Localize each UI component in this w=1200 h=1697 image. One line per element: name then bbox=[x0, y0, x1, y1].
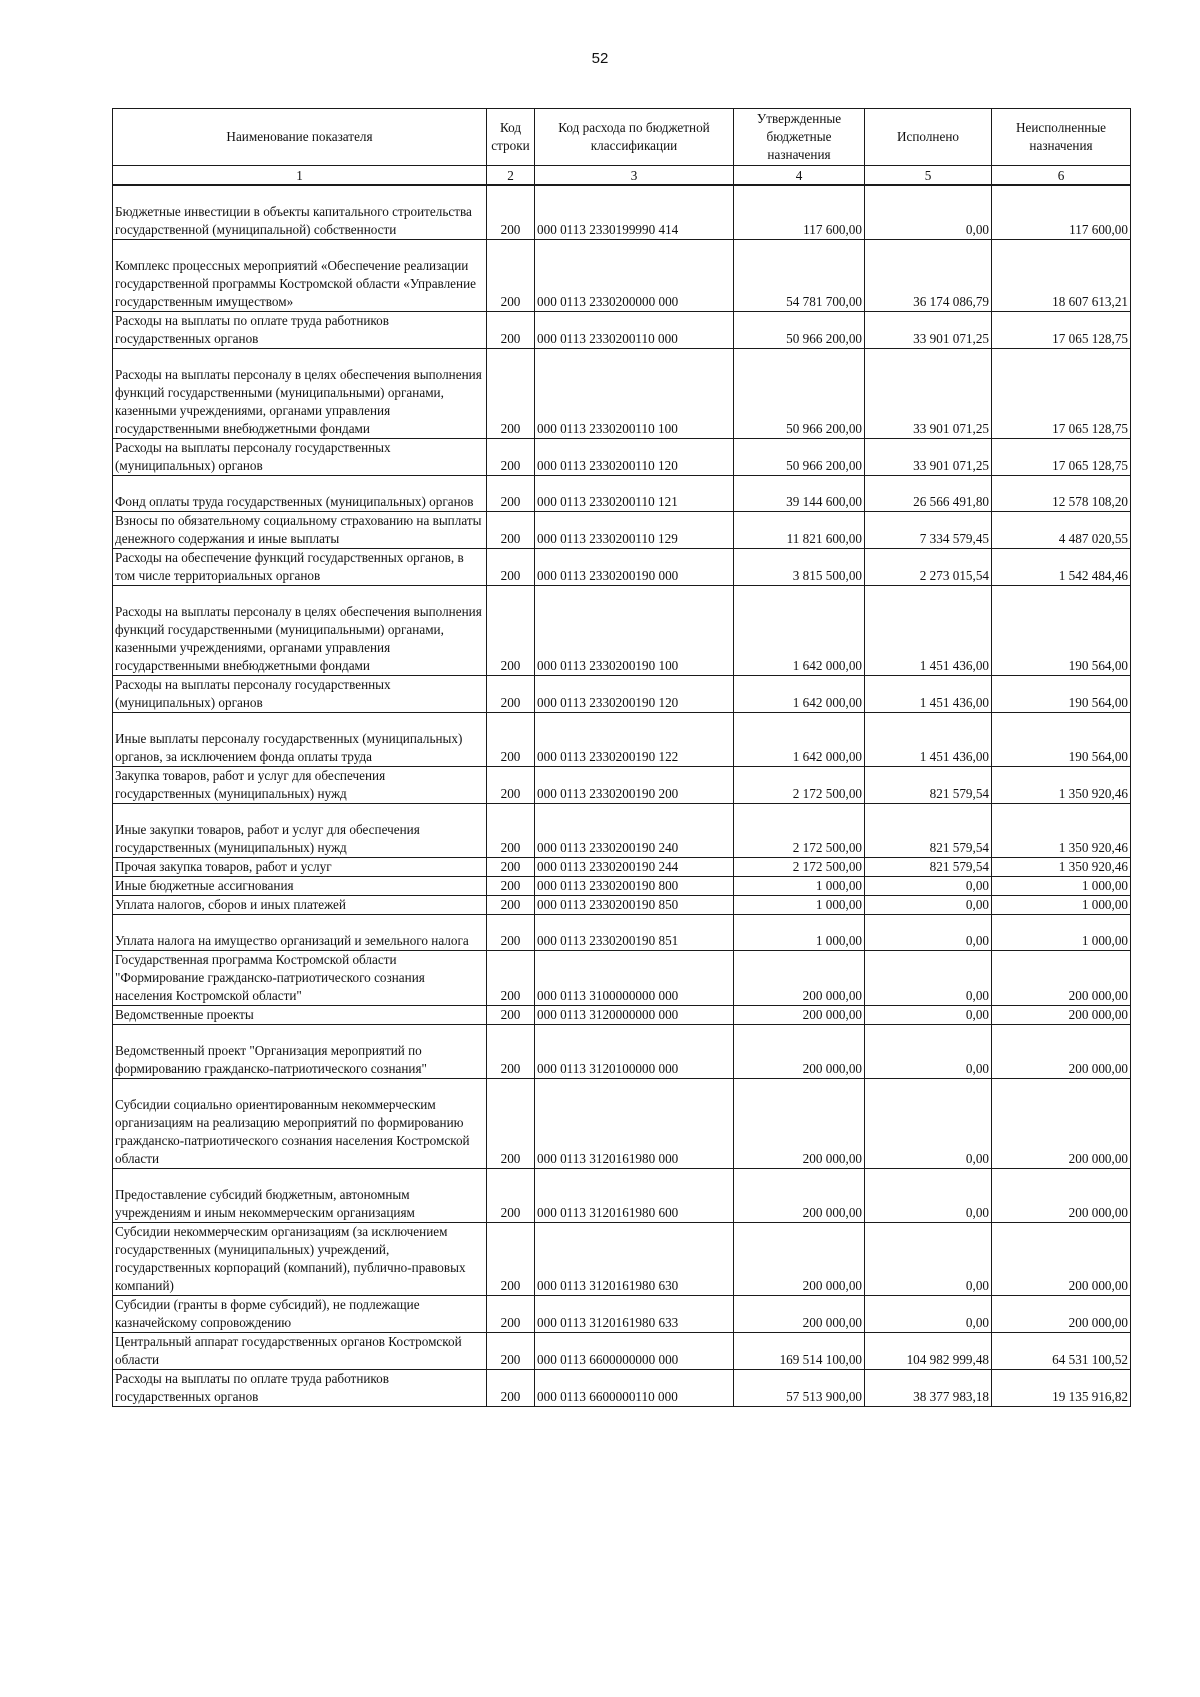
executed-amount-cell: 1 451 436,00 bbox=[865, 585, 992, 675]
approved-amount-cell: 200 000,00 bbox=[734, 1005, 865, 1024]
unexecuted-amount-cell: 1 000,00 bbox=[992, 895, 1131, 914]
line-code-cell: 200 bbox=[487, 585, 535, 675]
header-indicator-name: Наименование показателя bbox=[113, 109, 487, 166]
classification-code-cell: 000 0113 3120161980 600 bbox=[535, 1168, 734, 1222]
classification-code-cell: 000 0113 2330200000 000 bbox=[535, 239, 734, 311]
approved-amount-cell: 57 513 900,00 bbox=[734, 1369, 865, 1406]
approved-amount-cell: 50 966 200,00 bbox=[734, 438, 865, 475]
unexecuted-amount-cell: 18 607 613,21 bbox=[992, 239, 1131, 311]
approved-amount-cell: 1 000,00 bbox=[734, 895, 865, 914]
line-code-cell: 200 bbox=[487, 1222, 535, 1295]
line-code-cell: 200 bbox=[487, 348, 535, 438]
table-row bbox=[113, 348, 1131, 438]
approved-amount-cell: 54 781 700,00 bbox=[734, 239, 865, 311]
table-row bbox=[113, 876, 1131, 895]
executed-amount-cell: 0,00 bbox=[865, 1005, 992, 1024]
unexecuted-amount-cell: 1 350 920,46 bbox=[992, 857, 1131, 876]
classification-code-cell: 000 0113 3120100000 000 bbox=[535, 1024, 734, 1078]
approved-amount-cell: 50 966 200,00 bbox=[734, 348, 865, 438]
executed-amount-cell: 0,00 bbox=[865, 876, 992, 895]
executed-amount-cell: 0,00 bbox=[865, 1024, 992, 1078]
table-row bbox=[113, 1078, 1131, 1168]
indicator-name-cell: Прочая закупка товаров, работ и услуг bbox=[113, 857, 487, 876]
unexecuted-amount-cell: 1 000,00 bbox=[992, 914, 1131, 950]
indicator-name-cell: Расходы на выплаты по оплате труда работников государственных органов bbox=[113, 1369, 487, 1406]
table-row bbox=[113, 475, 1131, 511]
executed-amount-cell: 7 334 579,45 bbox=[865, 511, 992, 548]
unexecuted-amount-cell: 19 135 916,82 bbox=[992, 1369, 1131, 1406]
unexecuted-amount-cell: 117 600,00 bbox=[992, 185, 1131, 239]
table-row bbox=[113, 548, 1131, 585]
approved-amount-cell: 117 600,00 bbox=[734, 185, 865, 239]
executed-amount-cell: 821 579,54 bbox=[865, 857, 992, 876]
line-code-cell: 200 bbox=[487, 876, 535, 895]
executed-amount-cell: 821 579,54 bbox=[865, 766, 992, 803]
line-code-cell: 200 bbox=[487, 1078, 535, 1168]
line-code-cell: 200 bbox=[487, 895, 535, 914]
line-code-cell: 200 bbox=[487, 185, 535, 239]
executed-amount-cell: 33 901 071,25 bbox=[865, 311, 992, 348]
unexecuted-amount-cell: 190 564,00 bbox=[992, 675, 1131, 712]
unexecuted-amount-cell: 17 065 128,75 bbox=[992, 348, 1131, 438]
approved-amount-cell: 2 172 500,00 bbox=[734, 857, 865, 876]
column-number: 3 bbox=[535, 166, 734, 186]
table-row bbox=[113, 1369, 1131, 1406]
line-code-cell: 200 bbox=[487, 1168, 535, 1222]
indicator-name-cell: Бюджетные инвестиции в объекты капитального строительства государственной (муниципальной) собственности bbox=[113, 185, 487, 239]
table-header-row bbox=[113, 109, 1131, 166]
executed-amount-cell: 821 579,54 bbox=[865, 803, 992, 857]
classification-code-cell: 000 0113 3100000000 000 bbox=[535, 950, 734, 1005]
unexecuted-amount-cell: 1 000,00 bbox=[992, 876, 1131, 895]
approved-amount-cell: 200 000,00 bbox=[734, 1295, 865, 1332]
classification-code-cell: 000 0113 3120161980 633 bbox=[535, 1295, 734, 1332]
line-code-cell: 200 bbox=[487, 1295, 535, 1332]
unexecuted-amount-cell: 200 000,00 bbox=[992, 950, 1131, 1005]
indicator-name-cell: Взносы по обязательному социальному страхованию на выплаты денежного содержания и иные выплаты bbox=[113, 511, 487, 548]
table-row bbox=[113, 766, 1131, 803]
classification-code-cell: 000 0113 2330200110 121 bbox=[535, 475, 734, 511]
table-row bbox=[113, 438, 1131, 475]
indicator-name-cell: Субсидии некоммерческим организациям (за исключением государственных (муниципальных) учреждений, государственных корпораций (компаний), публично-правовых компаний) bbox=[113, 1222, 487, 1295]
classification-code-cell: 000 0113 2330200190 000 bbox=[535, 548, 734, 585]
column-number: 5 bbox=[865, 166, 992, 186]
classification-code-cell: 000 0113 3120000000 000 bbox=[535, 1005, 734, 1024]
approved-amount-cell: 1 642 000,00 bbox=[734, 712, 865, 766]
approved-amount-cell: 3 815 500,00 bbox=[734, 548, 865, 585]
approved-amount-cell: 11 821 600,00 bbox=[734, 511, 865, 548]
indicator-name-cell: Ведомственный проект "Организация мероприятий по формированию гражданско-патриотического сознания" bbox=[113, 1024, 487, 1078]
column-number: 1 bbox=[113, 166, 487, 186]
approved-amount-cell: 200 000,00 bbox=[734, 950, 865, 1005]
approved-amount-cell: 200 000,00 bbox=[734, 1168, 865, 1222]
line-code-cell: 200 bbox=[487, 1332, 535, 1369]
line-code-cell: 200 bbox=[487, 712, 535, 766]
executed-amount-cell: 0,00 bbox=[865, 950, 992, 1005]
classification-code-cell: 000 0113 2330200190 100 bbox=[535, 585, 734, 675]
table-row bbox=[113, 950, 1131, 1005]
column-number-row bbox=[113, 166, 1131, 186]
table-body bbox=[113, 185, 1131, 1406]
classification-code-cell: 000 0113 6600000000 000 bbox=[535, 1332, 734, 1369]
unexecuted-amount-cell: 12 578 108,20 bbox=[992, 475, 1131, 511]
executed-amount-cell: 26 566 491,80 bbox=[865, 475, 992, 511]
table-row bbox=[113, 1332, 1131, 1369]
executed-amount-cell: 1 451 436,00 bbox=[865, 712, 992, 766]
unexecuted-amount-cell: 1 350 920,46 bbox=[992, 766, 1131, 803]
table-row bbox=[113, 1024, 1131, 1078]
classification-code-cell: 000 0113 2330200190 200 bbox=[535, 766, 734, 803]
indicator-name-cell: Иные закупки товаров, работ и услуг для обеспечения государственных (муниципальных) нужд bbox=[113, 803, 487, 857]
approved-amount-cell: 1 000,00 bbox=[734, 914, 865, 950]
indicator-name-cell: Расходы на выплаты персоналу в целях обеспечения выполнения функций государственными (муниципальными) органами, казенными учреждениями, органами управления государственными внебюджетными фондами bbox=[113, 348, 487, 438]
classification-code-cell: 000 0113 2330199990 414 bbox=[535, 185, 734, 239]
table-row bbox=[113, 1168, 1131, 1222]
unexecuted-amount-cell: 200 000,00 bbox=[992, 1168, 1131, 1222]
approved-amount-cell: 39 144 600,00 bbox=[734, 475, 865, 511]
approved-amount-cell: 200 000,00 bbox=[734, 1222, 865, 1295]
classification-code-cell: 000 0113 3120161980 630 bbox=[535, 1222, 734, 1295]
classification-code-cell: 000 0113 2330200110 100 bbox=[535, 348, 734, 438]
executed-amount-cell: 0,00 bbox=[865, 1222, 992, 1295]
table-row bbox=[113, 675, 1131, 712]
line-code-cell: 200 bbox=[487, 950, 535, 1005]
executed-amount-cell: 0,00 bbox=[865, 895, 992, 914]
indicator-name-cell: Уплата налога на имущество организаций и земельного налога bbox=[113, 914, 487, 950]
line-code-cell: 200 bbox=[487, 475, 535, 511]
indicator-name-cell: Закупка товаров, работ и услуг для обеспечения государственных (муниципальных) нужд bbox=[113, 766, 487, 803]
budget-execution-table bbox=[112, 108, 1131, 1407]
line-code-cell: 200 bbox=[487, 675, 535, 712]
header-executed: Исполнено bbox=[865, 109, 992, 166]
column-number: 4 bbox=[734, 166, 865, 186]
header-line-code: Код строки bbox=[487, 109, 535, 166]
table-row bbox=[113, 585, 1131, 675]
classification-code-cell: 000 0113 2330200190 850 bbox=[535, 895, 734, 914]
unexecuted-amount-cell: 200 000,00 bbox=[992, 1024, 1131, 1078]
column-number: 2 bbox=[487, 166, 535, 186]
indicator-name-cell: Расходы на выплаты персоналу государственных (муниципальных) органов bbox=[113, 438, 487, 475]
unexecuted-amount-cell: 1 542 484,46 bbox=[992, 548, 1131, 585]
table-row bbox=[113, 712, 1131, 766]
classification-code-cell: 000 0113 2330200190 851 bbox=[535, 914, 734, 950]
indicator-name-cell: Государственная программа Костромской области "Формирование гражданско-патриотического сознания населения Костромской области" bbox=[113, 950, 487, 1005]
executed-amount-cell: 36 174 086,79 bbox=[865, 239, 992, 311]
indicator-name-cell: Иные выплаты персоналу государственных (муниципальных) органов, за исключением фонда оплаты труда bbox=[113, 712, 487, 766]
classification-code-cell: 000 0113 2330200110 129 bbox=[535, 511, 734, 548]
classification-code-cell: 000 0113 2330200190 120 bbox=[535, 675, 734, 712]
indicator-name-cell: Иные бюджетные ассигнования bbox=[113, 876, 487, 895]
indicator-name-cell: Уплата налогов, сборов и иных платежей bbox=[113, 895, 487, 914]
classification-code-cell: 000 0113 2330200190 240 bbox=[535, 803, 734, 857]
unexecuted-amount-cell: 1 350 920,46 bbox=[992, 803, 1131, 857]
line-code-cell: 200 bbox=[487, 438, 535, 475]
line-code-cell: 200 bbox=[487, 1369, 535, 1406]
executed-amount-cell: 0,00 bbox=[865, 914, 992, 950]
line-code-cell: 200 bbox=[487, 1024, 535, 1078]
executed-amount-cell: 1 451 436,00 bbox=[865, 675, 992, 712]
header-unexecuted: Неисполненные назначения bbox=[992, 109, 1131, 166]
line-code-cell: 200 bbox=[487, 857, 535, 876]
approved-amount-cell: 2 172 500,00 bbox=[734, 766, 865, 803]
classification-code-cell: 000 0113 6600000110 000 bbox=[535, 1369, 734, 1406]
unexecuted-amount-cell: 200 000,00 bbox=[992, 1222, 1131, 1295]
approved-amount-cell: 200 000,00 bbox=[734, 1024, 865, 1078]
approved-amount-cell: 1 000,00 bbox=[734, 876, 865, 895]
approved-amount-cell: 200 000,00 bbox=[734, 1078, 865, 1168]
line-code-cell: 200 bbox=[487, 548, 535, 585]
unexecuted-amount-cell: 200 000,00 bbox=[992, 1078, 1131, 1168]
indicator-name-cell: Расходы на выплаты персоналу в целях обеспечения выполнения функций государственными (муниципальными) органами, казенными учреждениями, органами управления государственными внебюджетными фондами bbox=[113, 585, 487, 675]
table-row bbox=[113, 185, 1131, 239]
table-row bbox=[113, 914, 1131, 950]
unexecuted-amount-cell: 190 564,00 bbox=[992, 712, 1131, 766]
page-number: 52 bbox=[591, 50, 609, 67]
unexecuted-amount-cell: 190 564,00 bbox=[992, 585, 1131, 675]
line-code-cell: 200 bbox=[487, 766, 535, 803]
table-row bbox=[113, 1222, 1131, 1295]
indicator-name-cell: Субсидии социально ориентированным некоммерческим организациям на реализацию мероприятий по формированию гражданско-патриотического сознания населения Костромской области bbox=[113, 1078, 487, 1168]
header-approved: Утвержденные бюджетные назначения bbox=[734, 109, 865, 166]
classification-code-cell: 000 0113 2330200110 000 bbox=[535, 311, 734, 348]
classification-code-cell: 000 0113 2330200190 800 bbox=[535, 876, 734, 895]
classification-code-cell: 000 0113 2330200190 122 bbox=[535, 712, 734, 766]
executed-amount-cell: 0,00 bbox=[865, 1168, 992, 1222]
indicator-name-cell: Субсидии (гранты в форме субсидий), не подлежащие казначейскому сопровождению bbox=[113, 1295, 487, 1332]
indicator-name-cell: Расходы на обеспечение функций государственных органов, в том числе территориальных органов bbox=[113, 548, 487, 585]
table-row bbox=[113, 511, 1131, 548]
table-row bbox=[113, 239, 1131, 311]
classification-code-cell: 000 0113 2330200110 120 bbox=[535, 438, 734, 475]
indicator-name-cell: Комплекс процессных мероприятий «Обеспечение реализации государственной программы Костромской области «Управление государственным имуществом» bbox=[113, 239, 487, 311]
executed-amount-cell: 0,00 bbox=[865, 1078, 992, 1168]
unexecuted-amount-cell: 17 065 128,75 bbox=[992, 311, 1131, 348]
unexecuted-amount-cell: 17 065 128,75 bbox=[992, 438, 1131, 475]
line-code-cell: 200 bbox=[487, 511, 535, 548]
classification-code-cell: 000 0113 2330200190 244 bbox=[535, 857, 734, 876]
executed-amount-cell: 33 901 071,25 bbox=[865, 348, 992, 438]
indicator-name-cell: Расходы на выплаты персоналу государственных (муниципальных) органов bbox=[113, 675, 487, 712]
indicator-name-cell: Ведомственные проекты bbox=[113, 1005, 487, 1024]
table-row bbox=[113, 1005, 1131, 1024]
indicator-name-cell: Центральный аппарат государственных органов Костромской области bbox=[113, 1332, 487, 1369]
unexecuted-amount-cell: 4 487 020,55 bbox=[992, 511, 1131, 548]
approved-amount-cell: 2 172 500,00 bbox=[734, 803, 865, 857]
indicator-name-cell: Расходы на выплаты по оплате труда работников государственных органов bbox=[113, 311, 487, 348]
executed-amount-cell: 104 982 999,48 bbox=[865, 1332, 992, 1369]
executed-amount-cell: 2 273 015,54 bbox=[865, 548, 992, 585]
line-code-cell: 200 bbox=[487, 1005, 535, 1024]
table-row bbox=[113, 311, 1131, 348]
approved-amount-cell: 1 642 000,00 bbox=[734, 675, 865, 712]
executed-amount-cell: 0,00 bbox=[865, 1295, 992, 1332]
approved-amount-cell: 1 642 000,00 bbox=[734, 585, 865, 675]
executed-amount-cell: 0,00 bbox=[865, 185, 992, 239]
table-row bbox=[113, 895, 1131, 914]
column-number: 6 bbox=[992, 166, 1131, 186]
classification-code-cell: 000 0113 3120161980 000 bbox=[535, 1078, 734, 1168]
table-row bbox=[113, 803, 1131, 857]
line-code-cell: 200 bbox=[487, 311, 535, 348]
approved-amount-cell: 169 514 100,00 bbox=[734, 1332, 865, 1369]
indicator-name-cell: Фонд оплаты труда государственных (муниципальных) органов bbox=[113, 475, 487, 511]
unexecuted-amount-cell: 200 000,00 bbox=[992, 1005, 1131, 1024]
table-row bbox=[113, 857, 1131, 876]
indicator-name-cell: Предоставление субсидий бюджетным, автономным учреждениям и иным некоммерческим организациям bbox=[113, 1168, 487, 1222]
unexecuted-amount-cell: 200 000,00 bbox=[992, 1295, 1131, 1332]
line-code-cell: 200 bbox=[487, 803, 535, 857]
unexecuted-amount-cell: 64 531 100,52 bbox=[992, 1332, 1131, 1369]
executed-amount-cell: 38 377 983,18 bbox=[865, 1369, 992, 1406]
line-code-cell: 200 bbox=[487, 239, 535, 311]
header-classification-code: Код расхода по бюджетной классификации bbox=[535, 109, 734, 166]
line-code-cell: 200 bbox=[487, 914, 535, 950]
table-row bbox=[113, 1295, 1131, 1332]
executed-amount-cell: 33 901 071,25 bbox=[865, 438, 992, 475]
approved-amount-cell: 50 966 200,00 bbox=[734, 311, 865, 348]
